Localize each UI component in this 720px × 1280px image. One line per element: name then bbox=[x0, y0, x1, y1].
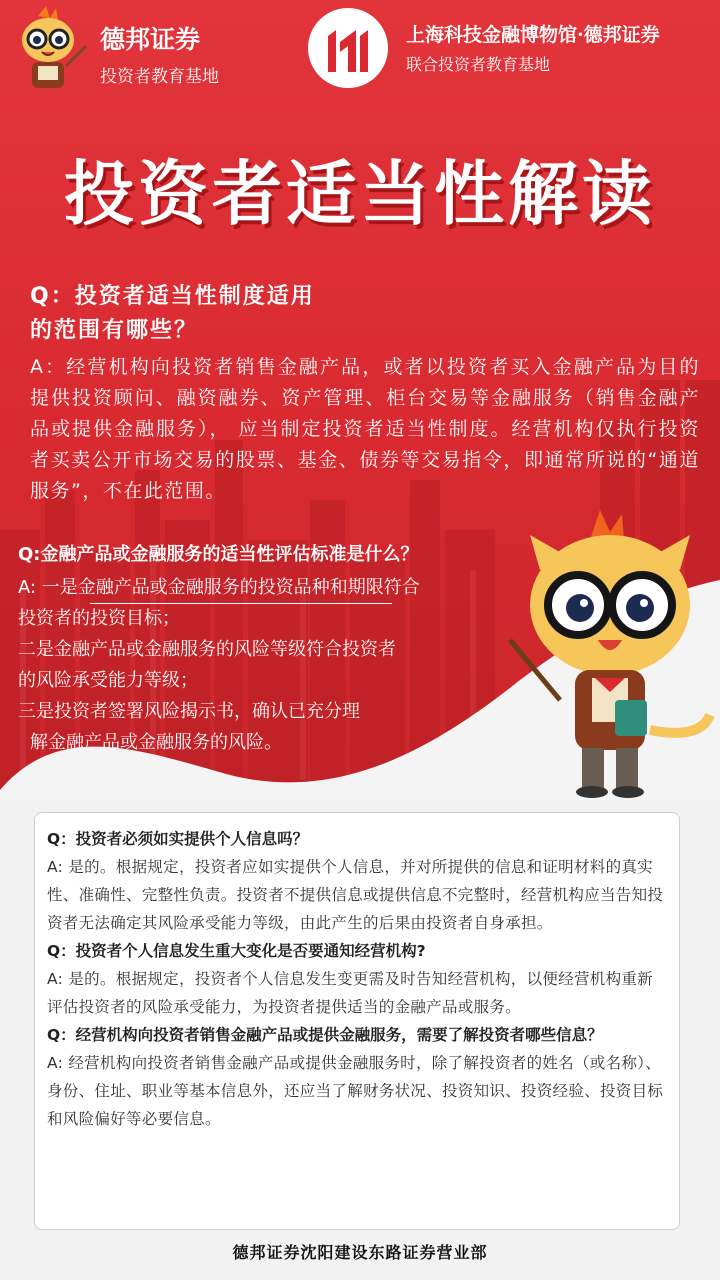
answer-2-line: 二是金融产品或金融服务的风险等级符合投资者 bbox=[18, 639, 396, 660]
underline-divider bbox=[90, 603, 392, 604]
answer-2-line: A: 一是金融产品或金融服务的投资品种和期限符合 bbox=[18, 577, 420, 598]
mascot-avatar-icon bbox=[8, 6, 92, 96]
header-bar bbox=[0, 0, 720, 100]
answer-2-line: 解金融产品或金融服务的风险。 bbox=[30, 732, 282, 753]
question-2: Q:金融产品或金融服务的适当性评估标准是什么？ bbox=[18, 544, 419, 565]
faq-answer: A: 是的。根据规定，投资者应如实提供个人信息，并对所提供的信息和证明材料的真实性、准确性、完整性负责。投资者不提供信息或提供信息不完整时，经营机构应当告知投资者无法确定其风险承受能力等级，由此产生的后果由投资者自身承担。 bbox=[47, 858, 664, 932]
faq-question: Q：投资者个人信息发生重大变化是否要通知经营机构? bbox=[47, 942, 426, 960]
answer-2-line: 三是投资者签署风险揭示书，确认已充分理 bbox=[18, 701, 360, 722]
page-title: 投资者适当性解读 bbox=[64, 153, 656, 235]
faq-answer: A: 经营机构向投资者销售金融产品或提供金融服务时，除了解投资者的姓名（或名称）、身份、住址、职业等基本信息外，还应当了解财务状况、投资知识、投资经验、投资目标和风险偏好等必要信息。 bbox=[47, 1054, 664, 1128]
brand-subtitle: 投资者教育基地 bbox=[100, 67, 219, 87]
faq-question: Q：投资者必须如实提供个人信息吗？ bbox=[47, 830, 309, 848]
answer-1: A：经营机构向投资者销售金融产品，或者以投资者买入金融产品为目的提供投资顾问、融资融券、资产管理、柜台交易等金融服务（销售金融产品或提供金融服务）， 应当制定投资者适当性制度。经营机构仅执行投资者买卖公开市场交易的股票、基金、债券等交易指令，即通常所说的“通道服务”，不在此范围。 bbox=[30, 356, 700, 502]
faq-answer: A: 是的。根据规定，投资者个人信息发生变更需及时告知经营机构，以便经营机构重新评估投资者的风险承受能力，为投资者提供适当的金融产品或服务。 bbox=[47, 970, 653, 1016]
partner-subtitle: 联合投资者教育基地 bbox=[406, 55, 551, 74]
question-1-line: Q：投资者适当性制度适用 bbox=[30, 284, 315, 309]
question-1 bbox=[30, 280, 450, 348]
brand-name: 德邦证券 bbox=[100, 25, 201, 54]
question-1-line: 的范围有哪些？ bbox=[30, 318, 199, 343]
faq-question: Q：经营机构向投资者销售金融产品或提供金融服务，需要了解投资者哪些信息？ bbox=[47, 1026, 603, 1044]
answer-2-line: 的风险承受能力等级； bbox=[18, 670, 198, 691]
footer-branch-name: 德邦证券沈阳建设东路证券营业部 bbox=[232, 1243, 488, 1262]
partner-name: 上海科技金融博物馆·德邦证券 bbox=[406, 24, 660, 46]
mascot-teacher-icon bbox=[500, 510, 720, 800]
answer-2 bbox=[18, 572, 528, 758]
debon-logo-icon bbox=[306, 6, 390, 90]
answer-2-line: 投资者的投资目标； bbox=[18, 608, 180, 629]
faq-card bbox=[34, 812, 680, 1230]
